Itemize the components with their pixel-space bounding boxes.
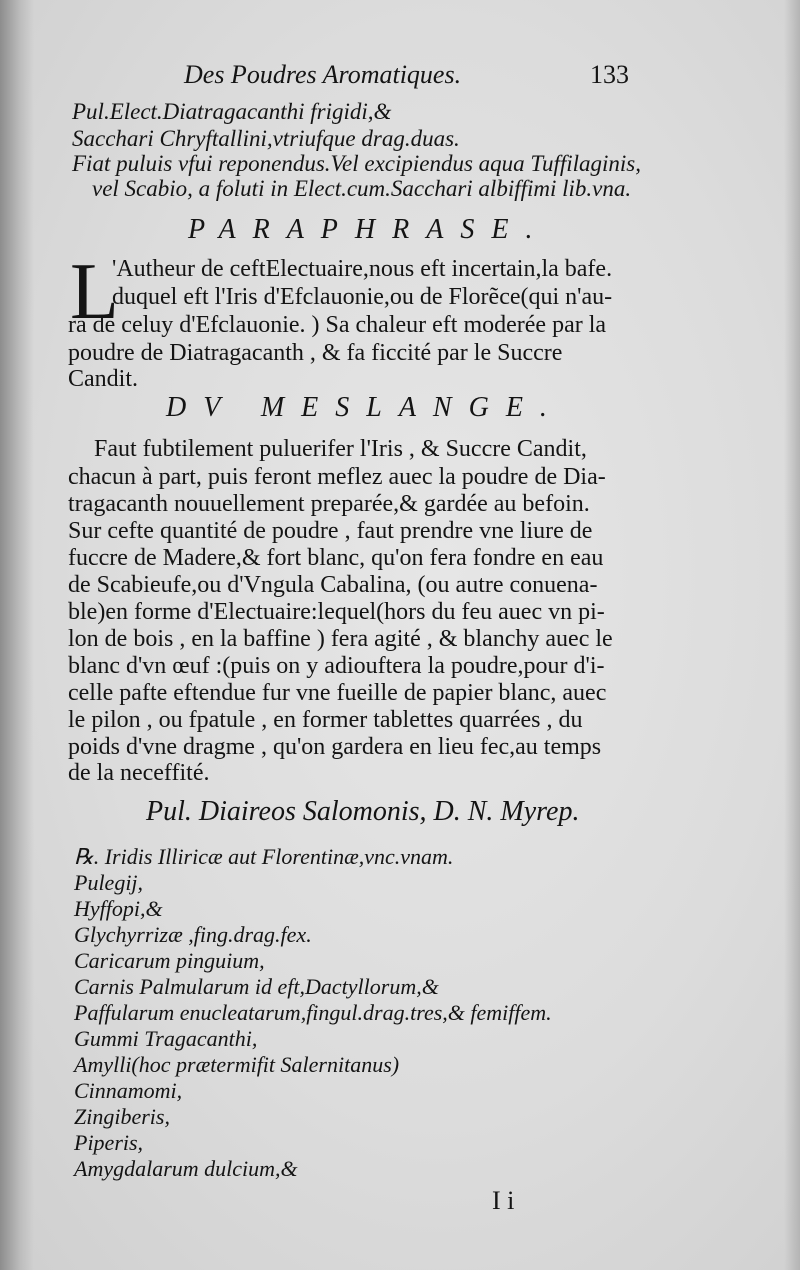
signature-mark: I i [492, 1186, 515, 1215]
ingredient-line: Glychyrrizæ ,fing.drag.fex. [74, 922, 312, 947]
meslange-line: blanc d'vn œuf :(puis on y adiouftera la poudre,pour d'i- [68, 653, 605, 679]
meslange-line: le pilon , ou fpatule , en former tablettes quarrées , du [68, 707, 583, 733]
meslange-line: fuccre de Madere,& fort blanc, qu'on fera fondre en eau [68, 545, 604, 571]
paraphrase-line: poudre de Diatragacanth , & fa ficcité par le Succre [68, 340, 563, 366]
ingredient-line: Amygdalarum dulcium,& [74, 1156, 298, 1181]
ingredient-line: Hyffopi,& [74, 896, 163, 921]
ingredient-line: Piperis, [74, 1130, 144, 1155]
recipe-line: Pul.Elect.Diatragacanthi frigidi,& [72, 99, 392, 124]
recipe-line: vel Scabio, a foluti in Elect.cum.Sacchari albiffimi lib.vna. [92, 176, 632, 201]
ingredient-line: Paffularum enucleatarum,fingul.drag.tres,& femiffem. [74, 1000, 552, 1025]
ingredient-line: ℞. Iridis Illiricæ aut Florentinæ,vnc.vnam. [74, 844, 454, 869]
running-title: Des Poudres Aromatiques. [184, 60, 462, 89]
meslange-line: poids d'vne dragme , qu'on gardera en lieu fec,au temps [68, 734, 602, 760]
paraphrase-line: duquel eft l'Iris d'Efclauonie,ou de Florẽce(qui n'au- [112, 284, 613, 310]
paraphrase-line: ra de celuy d'Efclauonie. ) Sa chaleur eft moderée par la [68, 312, 607, 338]
meslange-line: ble)en forme d'Electuaire:lequel(hors du feu auec vn pi- [68, 599, 605, 625]
meslange-line: lon de bois , en la baffine ) fera agité , & blanchy auec le [68, 626, 613, 652]
ingredient-line: Gummi Tragacanthi, [74, 1026, 258, 1051]
page-number: 133 [590, 60, 629, 89]
ingredient-line: Caricarum pinguium, [74, 948, 265, 973]
ingredient-line: Pulegij, [74, 870, 144, 895]
ingredient-line: Cinnamomi, [74, 1078, 183, 1103]
meslange-line: de Scabieufe,ou d'Vngula Cabalina, (ou autre conuena- [68, 572, 598, 598]
paraphrase-line: Candit. [68, 366, 138, 392]
page-spine-shadow [0, 0, 34, 1270]
drop-cap: L [70, 248, 119, 336]
recipe-line: Sacchari Chryftallini,vtriufque drag.duas. [72, 126, 460, 151]
ingredient-line: Zingiberis, [74, 1104, 170, 1129]
meslange-line: de la neceffité. [68, 760, 210, 786]
recipe-line: Fiat puluis vfui reponendus.Vel excipiendus aqua Tuffilaginis, [72, 151, 641, 176]
formula-title: Pul. Diaireos Salomonis, D. N. Myrep. [146, 796, 580, 827]
meslange-line: Faut fubtilement puluerifer l'Iris , & Succre Candit, [94, 436, 587, 462]
meslange-heading: DV MESLANGE. [166, 392, 564, 423]
paraphrase-line: 'Autheur de ceftElectuaire,nous eft incertain,la bafe. [112, 256, 613, 282]
paraphrase-heading: PARAPHRASE. [188, 214, 550, 245]
meslange-line: tragacanth nouuellement preparée,& gardée au befoin. [68, 491, 590, 517]
ingredient-line: Carnis Palmularum id eft,Dactyllorum,& [74, 974, 439, 999]
meslange-line: celle pafte eftendue fur vne fueille de papier blanc, auec [68, 680, 607, 706]
page-edge-shadow [784, 0, 800, 1270]
meslange-line: Sur cefte quantité de poudre , faut prendre vne liure de [68, 518, 593, 544]
meslange-line: chacun à part, puis feront meflez auec la poudre de Dia- [68, 464, 606, 490]
ingredient-line: Amylli(hoc prætermifit Salernitanus) [74, 1052, 400, 1077]
